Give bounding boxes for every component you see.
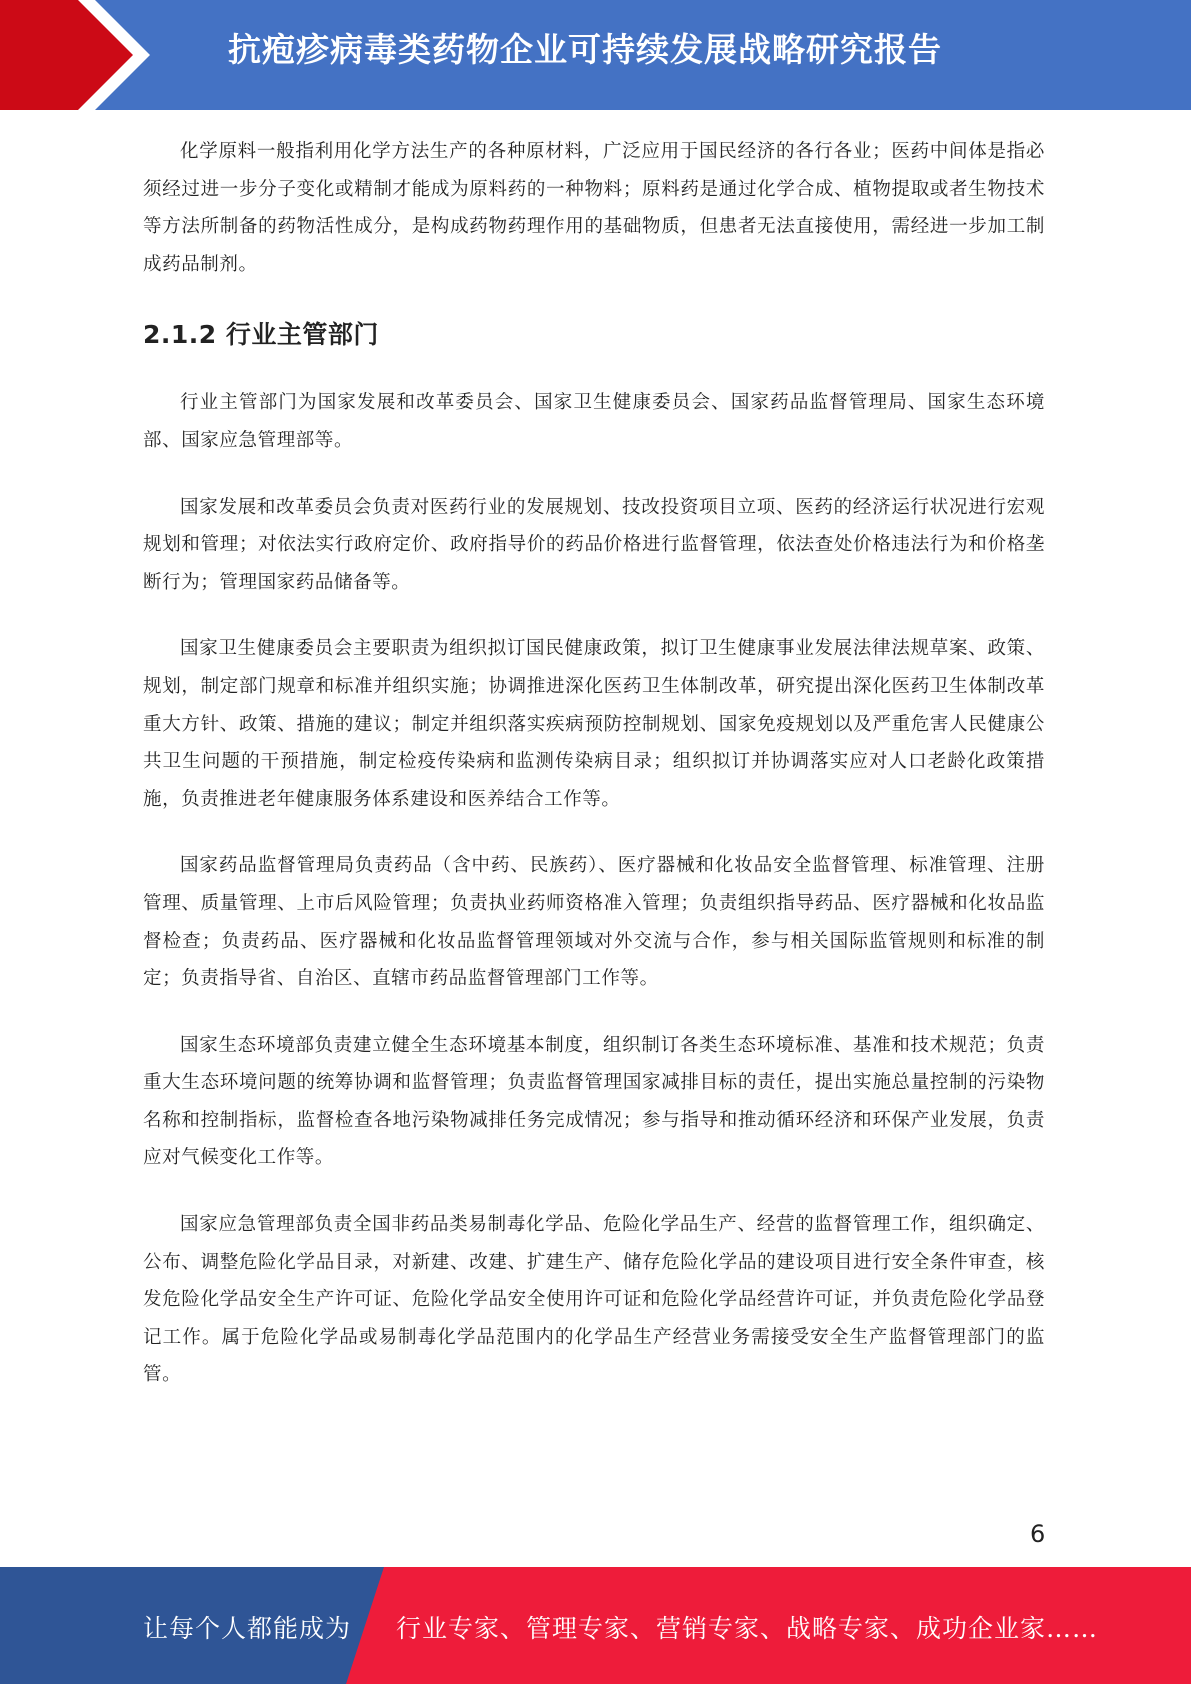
footer-slogan-right: 行业专家、管理专家、营销专家、战略专家、成功企业家……	[396, 1614, 1099, 1643]
paragraph-nmpa: 国家药品监督管理局负责药品（含中药、民族药）、医疗器械和化妆品安全监督管理、标准管理、注册管理、质量管理、上市后风险管理；负责执业药师资格准入管理；负责组织指导药品、医疗器械和化妆品监督检查；负责药品、医疗器械和化妆品监督管理领域对外交流与合作，参与相关国际监管规则和标准的制定；负责指导省、自治区、直辖市药品监督管理部门工作等。	[143, 855, 1045, 990]
report-title: 抗疱疹病毒类药物企业可持续发展战略研究报告	[228, 30, 942, 69]
intro-paragraph: 化学原料一般指利用化学方法生产的各种原材料，广泛应用于国民经济的各行各业；医药中间体是指必须经过进一步分子变化或精制才能成为原料药的一种物料；原料药是通过化学合成、植物提取或者生物技术等方法所制备的药物活性成分，是构成药物药理作用的基础物质，但患者无法直接使用，需经进一步加工制成药品制剂。	[143, 141, 1045, 275]
page-number: 6	[1030, 1520, 1046, 1548]
paragraph-mem: 国家应急管理部负责全国非药品类易制毒化学品、危险化学品生产、经营的监督管理工作，组织确定、公布、调整危险化学品目录，对新建、改建、扩建生产、储存危险化学品的建设项目进行安全条件审查，核发危险化学品安全生产许可证、危险化学品安全使用许可证和危险化学品经营许可证，并负责危险化学品登记工作。属于危险化学品或易制毒化学品范围内的化学品生产经营业务需接受安全生产监督管理部门的监管。	[143, 1214, 1045, 1386]
paragraph-mee: 国家生态环境部负责建立健全生态环境基本制度，组织制订各类生态环境标准、基准和技术规范；负责重大生态环境问题的统筹协调和监督管理；负责监督管理国家减排目标的责任，提出实施总量控制的污染物名称和控制指标，监督检查各地污染物减排任务完成情况；参与指导和推动循环经济和环保产业发展，负责应对气候变化工作等。	[143, 1034, 1045, 1169]
paragraph-ndrc: 国家发展和改革委员会负责对医药行业的发展规划、技改投资项目立项、医药的经济运行状况进行宏观规划和管理；对依法实行政府定价、政府指导价的药品价格进行监督管理，依法查处价格违法行为和价格垄断行为；管理国家药品储备等。	[143, 496, 1045, 593]
header-chevron-decoration	[0, 0, 160, 110]
footer-banner	[0, 1567, 1191, 1684]
footer-slogan-left: 让每个人都能成为	[143, 1614, 352, 1643]
paragraph-overview: 行业主管部门为国家发展和改革委员会、国家卫生健康委员会、国家药品监督管理局、国家生态环境部、国家应急管理部等。	[143, 392, 1045, 451]
page-content	[143, 133, 1045, 1394]
paragraph-nhc: 国家卫生健康委员会主要职责为组织拟订国民健康政策，拟订卫生健康事业发展法律法规草案、政策、规划，制定部门规章和标准并组织实施；协调推进深化医药卫生体制改革，研究提出深化医药卫生体制改革重大方针、政策、措施的建议；制定并组织落实疾病预防控制规划、国家免疫规划以及严重危害人民健康公共卫生问题的干预措施，制定检疫传染病和监测传染病目录；组织拟订并协调落实应对人口老龄化政策措施，负责推进老年健康服务体系建设和医养结合工作等。	[143, 638, 1045, 810]
section-heading: 2.1.2 行业主管部门	[143, 320, 379, 350]
header-banner	[0, 0, 1191, 110]
